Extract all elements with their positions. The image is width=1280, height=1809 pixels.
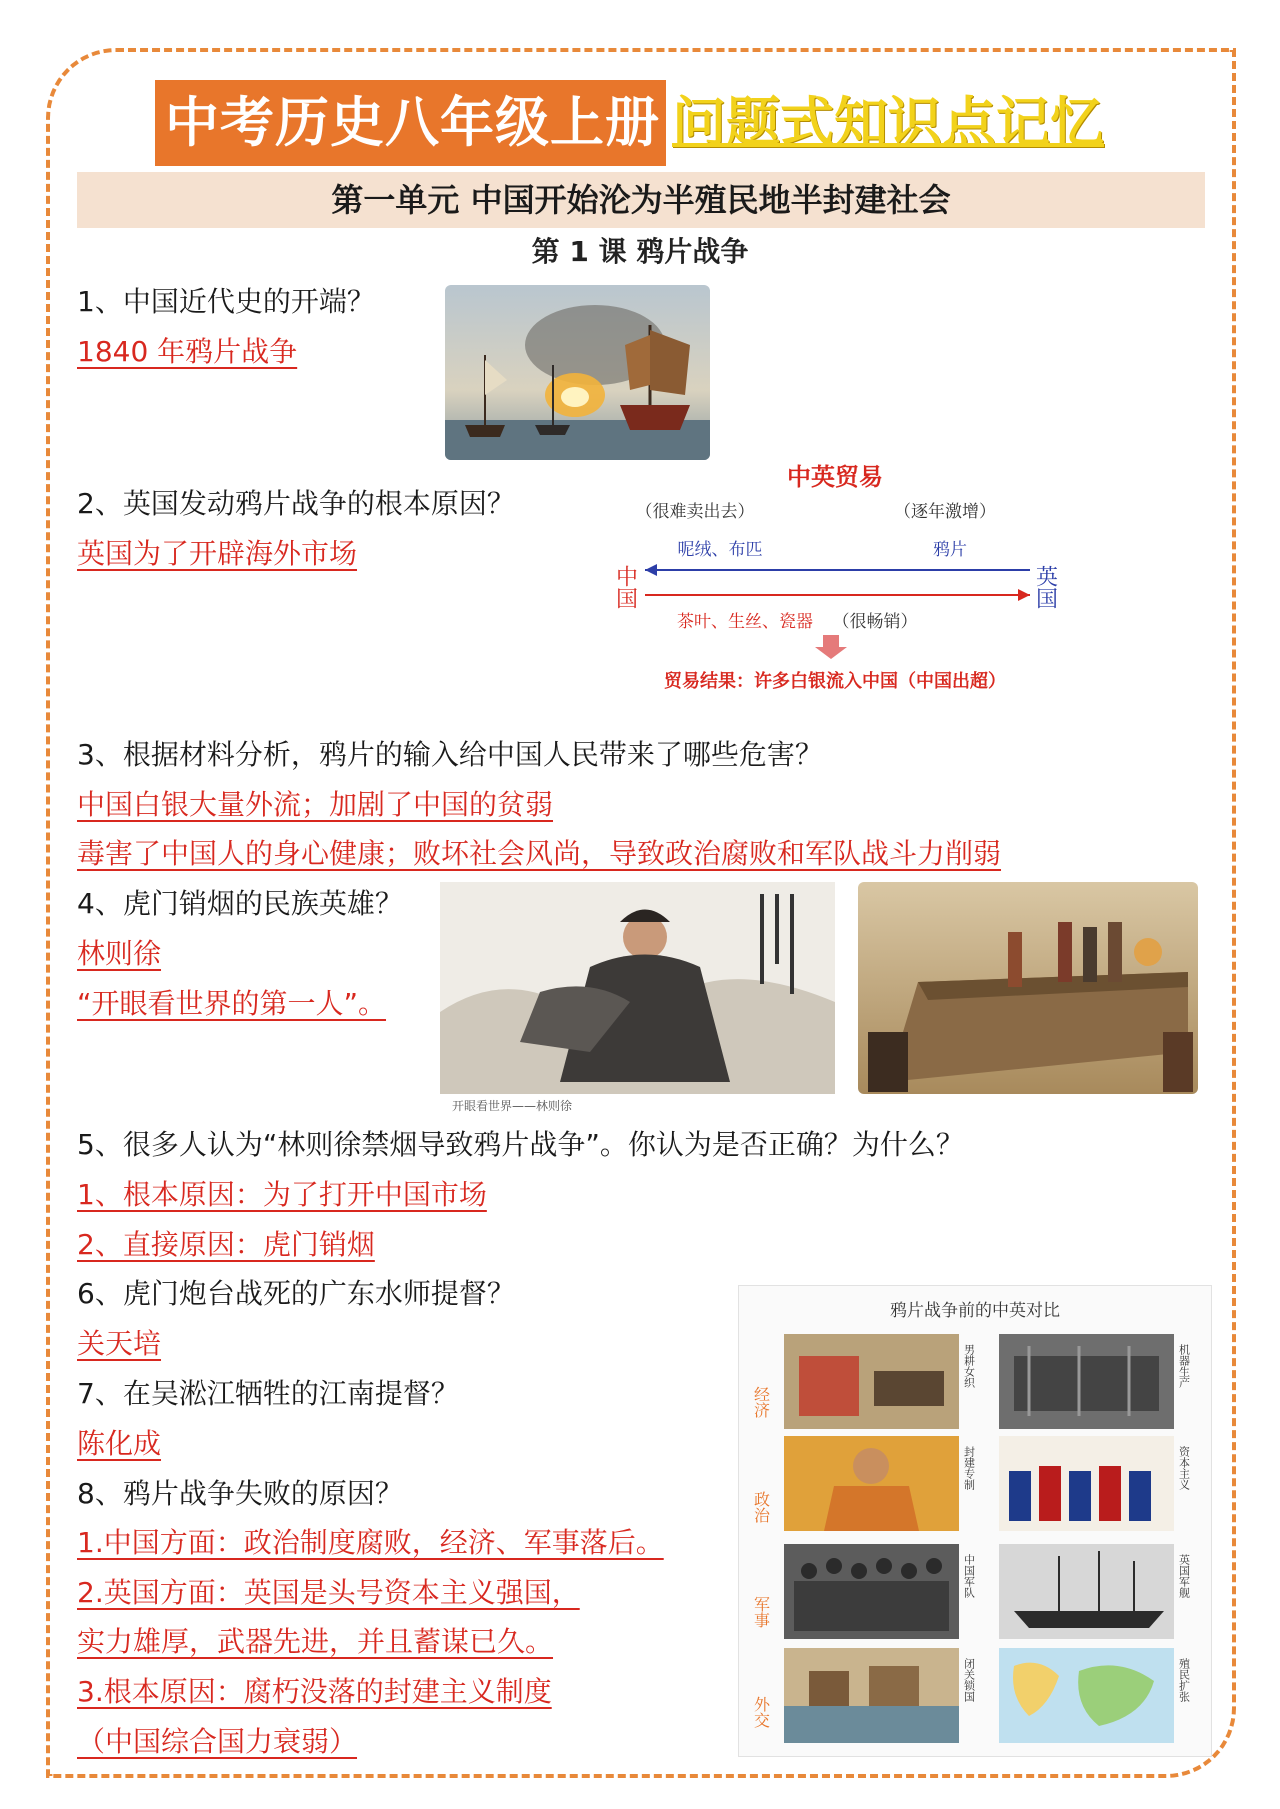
answer-8-line-3: 实力雄厚，武器先进，并且蓄谋已久。 [77, 1625, 554, 1658]
answer-3-line-1: 中国白银大量外流；加剧了中国的贫弱 [77, 788, 554, 821]
answer-5-line-2: 2、直接原因：虎门销烟 [77, 1228, 375, 1261]
china-label-diplomacy: 闭关锁国 [962, 1658, 976, 1702]
answer-8-line-1: 1.中国方面：政治制度腐败，经济、军事落后。 [77, 1526, 664, 1559]
britain-label-politics: 资本主义 [1177, 1446, 1191, 1490]
lin-zexu-caption: 开眼看世界——林则徐 [452, 1099, 573, 1113]
answer-1: 1840 年鸦片战争 [77, 335, 298, 368]
answer-8-line-2: 2.英国方面：英国是头号资本主义强国， [77, 1576, 580, 1609]
answer-7: 陈化成 [77, 1427, 162, 1460]
title-left: 中考历史八年级上册 [155, 80, 666, 166]
trade-goods-from-china: 茶叶、生丝、瓷器 [677, 612, 813, 632]
china-label-politics: 封建专制 [962, 1446, 976, 1490]
question-6: 6、虎门炮台战死的广东水师提督？ [77, 1277, 515, 1310]
trade-opium: 鸦片 [933, 540, 967, 560]
unit-heading: 第一单元 中国开始沦为半殖民地半封建社会 [77, 172, 1205, 228]
trade-title: 中英贸易 [787, 463, 883, 491]
trade-diagram [605, 455, 1075, 710]
question-8: 8、鸦片战争失败的原因？ [77, 1477, 403, 1510]
humen-opium-destruction-image [858, 882, 1198, 1094]
comparison-row-politics: 政治 [751, 1491, 771, 1523]
answer-8-line-4: 3.根本原因：腐朽没落的封建主义制度 [77, 1675, 552, 1708]
question-4: 4、虎门销烟的民族英雄？ [77, 887, 403, 920]
china-britain-comparison-image [738, 1285, 1212, 1757]
trade-right-note: （逐年激增） [894, 502, 996, 522]
trade-left-note: （很难卖出去） [635, 502, 755, 522]
title-right: 问题式知识点记忆 [672, 91, 1104, 154]
lesson-heading: 第 1 课 鸦片战争 [531, 235, 749, 268]
question-7: 7、在吴淞江牺牲的江南提督？ [77, 1377, 459, 1410]
question-2: 2、英国发动鸦片战争的根本原因？ [77, 487, 515, 520]
question-1: 1、中国近代史的开端？ [77, 285, 375, 318]
comparison-row-military: 军事 [751, 1596, 771, 1628]
lin-zexu-portrait-image [440, 882, 835, 1094]
question-3: 3、根据材料分析，鸦片的输入给中国人民带来了哪些危害？ [77, 738, 823, 771]
china-label-economy: 男耕女织 [962, 1344, 976, 1388]
answer-3-line-2: 毒害了中国人的身心健康；败坏社会风尚，导致政治腐败和军队战斗力削弱 [77, 837, 1002, 870]
trade-britain-label: 英国 [1032, 565, 1058, 609]
answer-6: 关天培 [77, 1327, 162, 1360]
comparison-row-economy: 经济 [751, 1386, 771, 1418]
trade-goods-to-china: 呢绒、布匹 [677, 540, 763, 560]
china-label-military: 中国军队 [962, 1554, 976, 1598]
question-5: 5、很多人认为“林则徐禁烟导致鸦片战争”。你认为是否正确？为什么？ [77, 1128, 964, 1161]
britain-label-military: 英国军舰 [1177, 1554, 1191, 1598]
answer-2: 英国为了开辟海外市场 [77, 537, 358, 570]
britain-label-economy: 机器生产 [1177, 1344, 1191, 1388]
britain-label-diplomacy: 殖民扩张 [1177, 1658, 1191, 1702]
answer-8-line-5: （中国综合国力衰弱） [77, 1725, 358, 1758]
comparison-title: 鸦片战争前的中英对比 [890, 1301, 1060, 1321]
trade-china-label: 中国 [612, 565, 638, 609]
trade-sell-note: （很畅销） [832, 612, 918, 632]
trade-result: 贸易结果：许多白银流入中国（中国出超） [664, 671, 1006, 692]
answer-4-line-1: 林则徐 [77, 937, 162, 970]
battle-painting-image [445, 285, 710, 460]
answer-5-line-1: 1、根本原因：为了打开中国市场 [77, 1178, 487, 1211]
answer-4-line-2: “开眼看世界的第一人”。 [77, 987, 387, 1020]
page-title [155, 80, 1110, 166]
comparison-row-diplomacy: 外交 [751, 1696, 771, 1728]
